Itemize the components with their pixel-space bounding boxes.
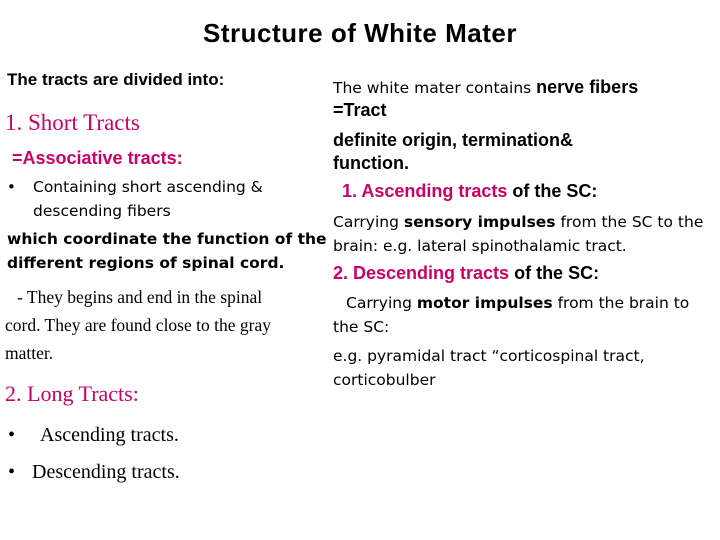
descending-number: 2. [333,263,354,283]
bullet-icon: • [8,424,16,446]
begins-line2: cord. They are found close to the gray [5,315,271,335]
ascending-number: 1. [342,181,362,201]
descending-tracts-heading [333,263,599,284]
example-line1: e.g. pyramidal tract “corticospinal tract, [333,347,645,365]
motor-impulses-text: motor impulses [416,294,553,312]
ascending-desc-line2: brain: e.g. lateral spinothalamic tract. [333,237,627,255]
bullet-icon: • [7,178,16,196]
descending-desc-c: from the brain to [552,294,690,312]
descending-desc-line1 [346,294,689,312]
short-tracts-heading: 1. Short Tracts [5,110,140,135]
slide-title: Structure of White Mater [203,18,517,48]
white-matter-intro [333,77,638,98]
associative-tracts-heading: =Associative tracts: [12,148,183,168]
ascending-desc-c: from the SC to the [555,213,704,231]
origin-line1: definite origin, termination& [333,130,574,150]
begins-line3: matter. [5,343,54,363]
ascending-desc-a: Carrying [333,213,404,231]
coordinate-line2: different regions of spinal cord. [7,254,285,272]
intro-text: The white mater contains [333,79,537,97]
descending-suffix: of the SC: [509,263,600,283]
begins-line1: - They begins and end in the spinal [17,287,263,307]
long-item-descending: Descending tracts. [32,461,180,483]
ascending-label: Ascending tracts [361,181,508,201]
short-fibers-line2: descending fibers [33,202,171,220]
descending-desc-line2: the SC: [333,318,390,336]
sensory-impulses-text: sensory impulses [403,213,556,231]
bullet-icon: • [8,461,16,483]
nerve-fibers-text: nerve fibers [536,77,639,97]
tract-definition: =Tract [333,100,387,120]
long-tracts-heading: 2. Long Tracts: [5,381,139,406]
origin-line2: function. [333,153,409,173]
ascending-suffix: of the SC: [507,181,598,201]
short-fibers-line1: Containing short ascending & [33,178,263,196]
descending-desc-a: Carrying [346,294,417,312]
ascending-desc-line1 [333,213,703,231]
long-item-ascending: Ascending tracts. [40,424,179,446]
coordinate-line1: which coordinate the function of the [7,230,327,248]
tracts-intro: The tracts are divided into: [7,70,225,89]
ascending-tracts-heading [342,181,597,202]
descending-label: Descending tracts [353,263,510,283]
example-line2: corticobulber [333,371,436,389]
